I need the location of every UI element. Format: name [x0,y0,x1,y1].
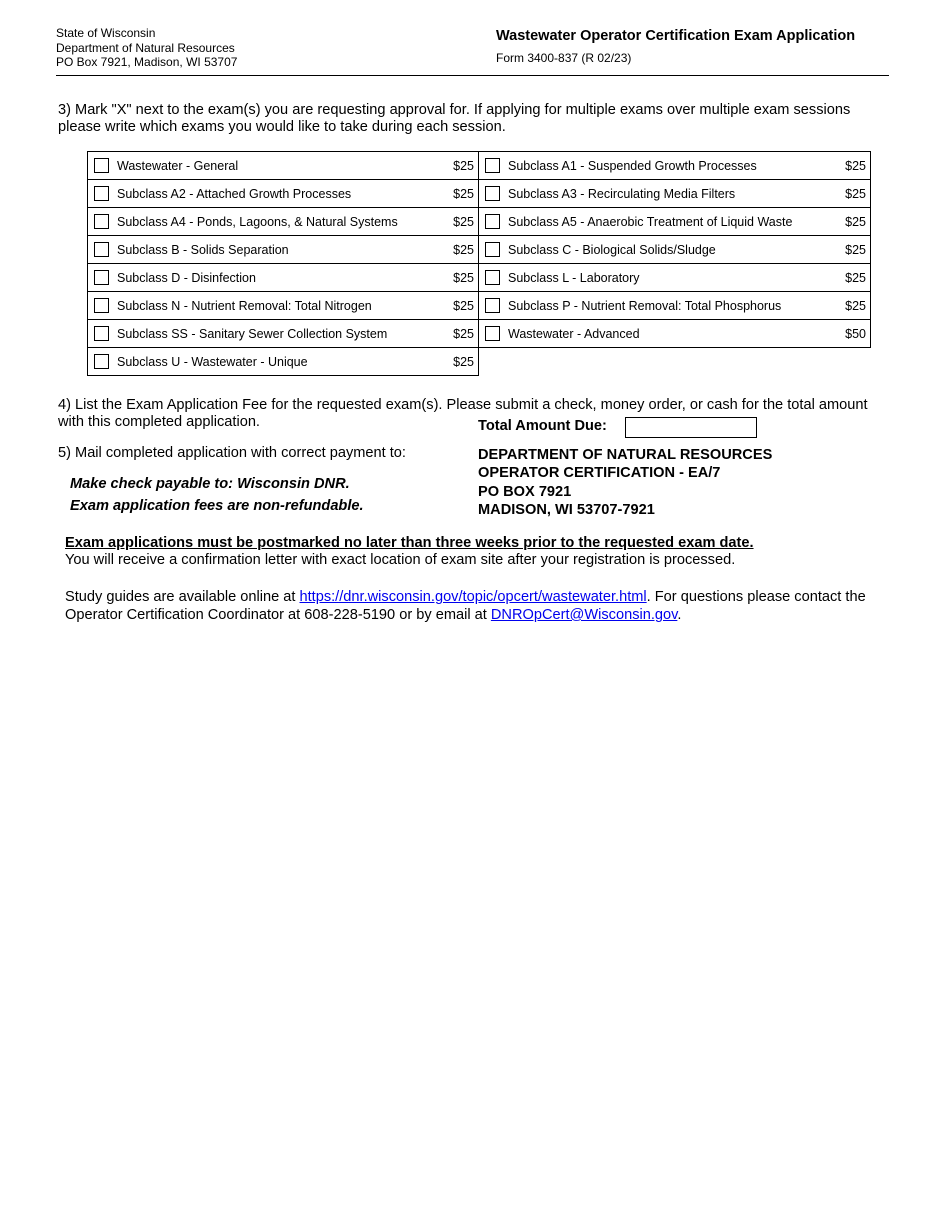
header-divider [56,75,889,76]
exam-option [479,180,871,208]
form-title: Wastewater Operator Certification Exam Application [496,28,856,44]
study-guides-paragraph [65,588,885,624]
non-refundable-line: Exam application fees are non-refundable. [70,497,364,514]
exam-fee: $25 [453,186,474,201]
exam-checkbox[interactable] [485,186,500,201]
total-amount-field[interactable] [625,417,757,438]
exam-fee: $25 [453,242,474,257]
exam-option [479,264,871,292]
exam-row [88,180,871,208]
exam-fee: $25 [453,214,474,229]
exam-label: Subclass A2 - Attached Growth Processes [117,186,352,201]
exam-label: Subclass D - Disinfection [117,270,256,285]
study-text-suffix: . [677,607,682,623]
total-amount-label: Total Amount Due: [478,418,607,434]
exam-row [88,152,871,180]
exam-option [88,152,479,180]
contact-email-link[interactable]: DNROpCert@Wisconsin.gov [490,607,678,623]
exam-checkbox[interactable] [94,326,109,341]
exam-row [88,348,871,376]
exam-checkbox[interactable] [94,242,109,257]
exam-label: Subclass U - Wastewater - Unique [117,354,308,369]
exam-option [88,208,479,236]
form-number: Form 3400-837 (R 02/23) [496,51,632,65]
exam-label: Subclass SS - Sanitary Sewer Collection System [117,326,388,341]
agency-line: PO Box 7921, Madison, WI 53707 [56,55,238,69]
exam-option [88,180,479,208]
agency-address [56,26,237,70]
exam-fee: $25 [845,158,866,173]
exam-checkbox[interactable] [94,270,109,285]
exam-option [479,208,871,236]
exam-option [479,236,871,264]
exam-label: Subclass N - Nutrient Removal: Total Nitrogen [117,298,372,313]
exam-option [479,320,871,348]
exam-fee: $25 [453,326,474,341]
question-3-text: 3) Mark "X" next to the exam(s) you are requesting approval for. If applying for multiple exams over multiple exam sessions please write which exams you would like to take during each session. [58,102,851,135]
exam-fee: $25 [453,270,474,285]
exam-option [88,320,479,348]
exam-label: Subclass A3 - Recirculating Media Filters [508,186,736,201]
exam-option [479,292,871,320]
exam-row [88,264,871,292]
exam-label: Subclass A4 - Ponds, Lagoons, & Natural Systems [117,214,398,229]
mailing-address [478,446,772,519]
exam-checkbox[interactable] [94,214,109,229]
exam-fee: $25 [845,270,866,285]
confirmation-note: You will receive a confirmation letter with exact location of exam site after your registration is processed. [65,552,736,568]
exam-checkbox[interactable] [485,270,500,285]
study-guides-link[interactable]: https://dnr.wisconsin.gov/topic/opcert/wastewater.html [299,589,647,605]
exam-label: Subclass C - Biological Solids/Sludge [508,242,716,257]
exam-label: Wastewater - General [117,158,239,173]
payment-instructions [70,474,364,517]
agency-line: State of Wisconsin [56,26,156,40]
postmark-deadline: Exam applications must be postmarked no later than three weeks prior to the requested exam date. [65,535,754,551]
deadline-notice [65,535,754,569]
exam-label: Subclass L - Laboratory [508,270,640,285]
exam-row [88,236,871,264]
payable-to-line: Make check payable to: Wisconsin DNR. [70,476,350,492]
exam-row [88,292,871,320]
exam-checkbox[interactable] [94,354,109,369]
exam-checkbox[interactable] [94,186,109,201]
agency-line: Department of Natural Resources [56,40,235,55]
exam-fee: $25 [453,298,474,313]
exam-option [88,292,479,320]
exam-checkbox[interactable] [485,326,500,341]
exam-checkbox[interactable] [485,298,500,313]
exam-option [88,348,479,376]
address-line: OPERATOR CERTIFICATION - EA/7 [478,465,721,482]
exam-option [479,152,871,180]
exam-fee: $50 [845,326,866,341]
exam-label: Subclass B - Solids Separation [117,242,289,257]
address-line: MADISON, WI 53707-7921 [478,501,655,518]
question-5-text: 5) Mail completed application with correct payment to: [58,445,406,461]
exam-row [88,320,871,348]
exam-option [88,264,479,292]
exam-label: Subclass A1 - Suspended Growth Processes [508,158,757,173]
exam-checkbox[interactable] [94,298,109,313]
exam-row [88,208,871,236]
exam-fee: $25 [845,298,866,313]
study-text-prefix: Study guides are available online at [65,589,300,605]
exam-fee: $25 [453,354,474,369]
exam-fee: $25 [845,242,866,257]
exam-fee: $25 [453,158,474,173]
address-line: DEPARTMENT OF NATURAL RESOURCES [478,447,773,463]
empty-cell [479,348,871,376]
exam-fee: $25 [845,214,866,229]
question-4-text: 4) List the Exam Application Fee for the requested exam(s). Please submit a check, money order, or cash for the total amount with this completed application. [58,397,868,430]
exam-checkbox[interactable] [94,158,109,173]
study-text-middle: . For questions please contact the Operator Certification Coordinator at 608-228-5190 or by email at [65,589,866,623]
address-line: PO BOX 7921 [478,483,572,500]
exam-label: Wastewater - Advanced [508,326,640,341]
exam-label: Subclass P - Nutrient Removal: Total Phosphorus [508,298,782,313]
exam-label: Subclass A5 - Anaerobic Treatment of Liquid Waste [508,214,793,229]
exam-checkbox[interactable] [485,158,500,173]
exam-selection-table [87,151,871,376]
exam-checkbox[interactable] [485,214,500,229]
exam-checkbox[interactable] [485,242,500,257]
exam-fee: $25 [845,186,866,201]
exam-option [88,236,479,264]
